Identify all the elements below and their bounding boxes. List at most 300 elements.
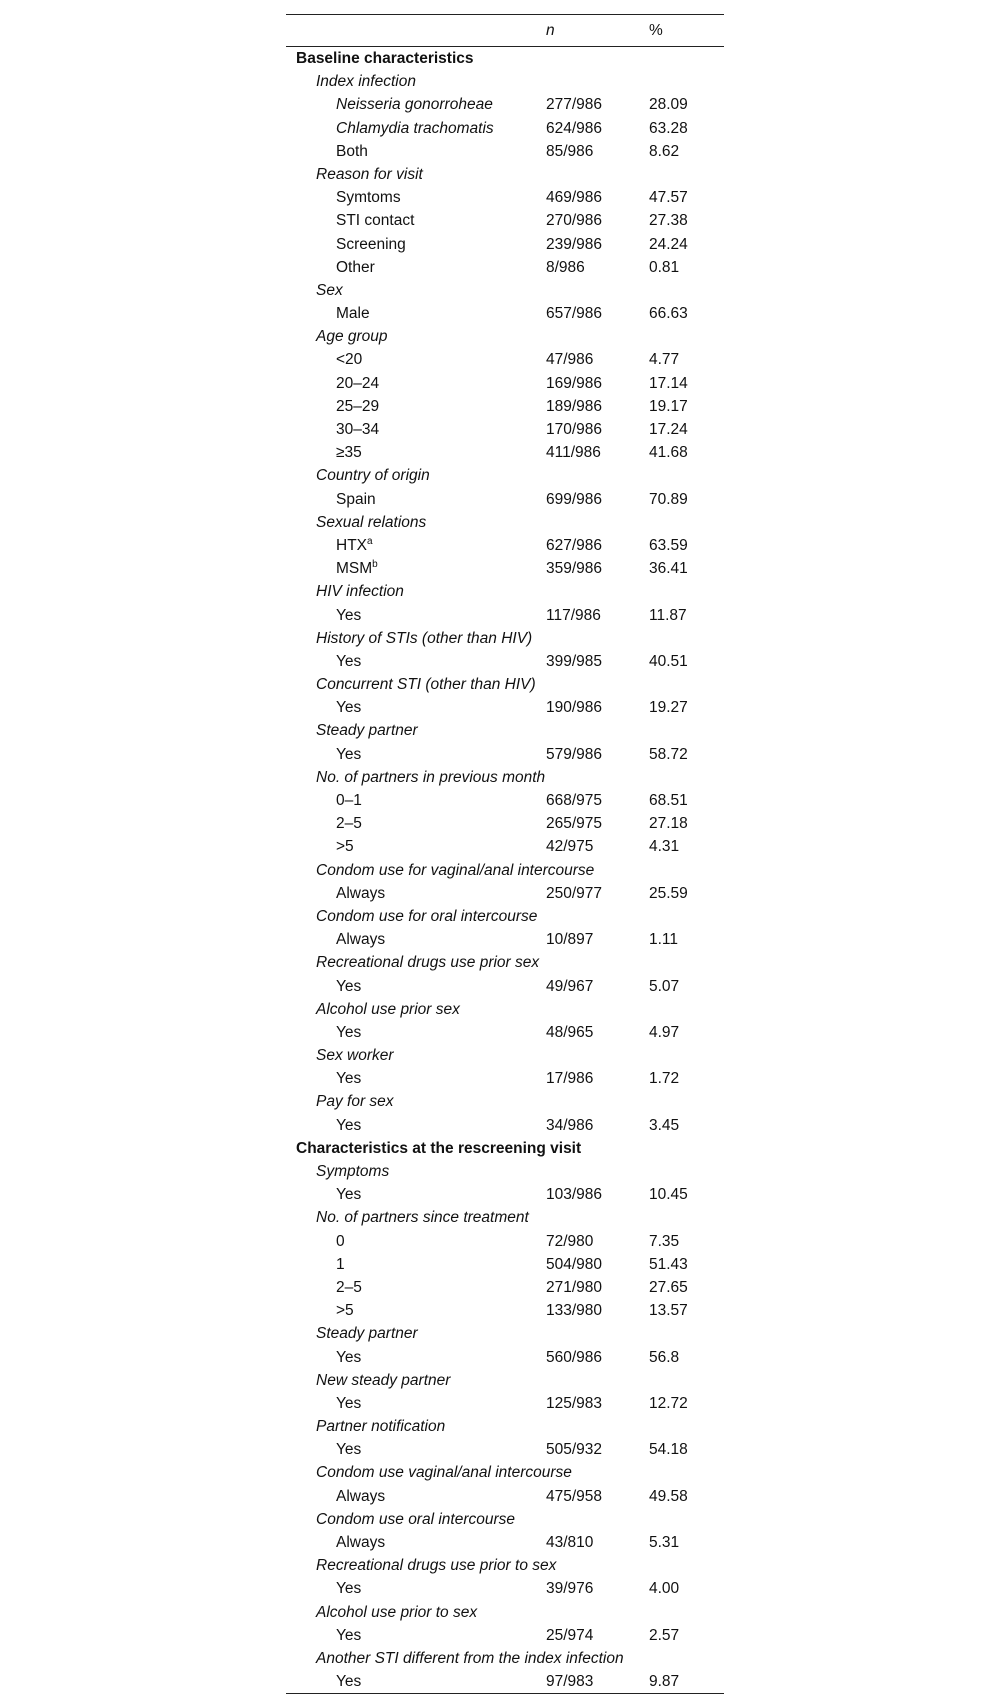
row-label-text: <20 — [336, 351, 363, 369]
table-row — [286, 93, 724, 116]
group-heading — [316, 1322, 418, 1345]
cell-percent: 9.87 — [649, 1673, 680, 1691]
section-heading-row — [286, 1137, 724, 1160]
cell-percent: 10.45 — [649, 1186, 688, 1204]
table-row — [286, 1230, 724, 1253]
row-label — [336, 1276, 362, 1299]
row-label-text: Chlamydia trachomatis — [336, 119, 494, 137]
row-label — [336, 1021, 361, 1044]
row-label-text: Recreational drugs use prior to sex — [316, 1557, 557, 1575]
group-heading-row — [286, 1647, 724, 1670]
group-heading — [316, 1206, 529, 1229]
group-heading-row — [286, 70, 724, 93]
row-label-text: ≥35 — [336, 444, 362, 462]
group-heading-row — [286, 1461, 724, 1484]
cell-percent: 17.24 — [649, 421, 688, 438]
group-heading-row — [286, 1160, 724, 1183]
row-label-text: 20–24 — [336, 374, 380, 392]
row-label — [336, 1485, 385, 1508]
table-row — [286, 233, 724, 256]
cell-n: 359/986 — [546, 560, 603, 578]
cell-n: 42/975 — [546, 838, 594, 856]
group-heading — [316, 580, 404, 603]
cell-n: 125/983 — [546, 1394, 603, 1412]
cell-percent: 63.59 — [649, 536, 688, 554]
row-label-text: 2–5 — [336, 815, 362, 833]
cell-n: 624/986 — [546, 119, 603, 137]
cell-n: 49/967 — [546, 977, 594, 995]
row-label — [336, 256, 375, 279]
row-label-text: >5 — [336, 838, 354, 856]
group-heading-row — [286, 1044, 724, 1067]
group-heading-row — [286, 1206, 724, 1229]
table-row — [286, 488, 724, 511]
group-heading — [316, 511, 426, 534]
row-label-text: Index infection — [316, 73, 416, 91]
row-label-text: Yes — [336, 1348, 362, 1366]
header-n: n — [546, 22, 555, 39]
cell-n: 48/965 — [546, 1023, 594, 1041]
table-row — [286, 186, 724, 209]
row-label — [336, 604, 361, 627]
row-label — [336, 117, 494, 140]
cell-percent: 27.38 — [649, 212, 688, 230]
row-label-text: Yes — [336, 1441, 362, 1459]
cell-n: 25/974 — [546, 1626, 594, 1644]
row-label — [336, 418, 379, 441]
row-label-text: 30–34 — [336, 421, 380, 438]
row-label — [336, 882, 385, 905]
row-label-text: No. of partners in previous month — [316, 768, 546, 786]
row-label-text: History of STIs (other than HIV) — [316, 629, 533, 647]
row-label-text: HTX — [336, 536, 367, 554]
cell-percent: 58.72 — [649, 745, 688, 763]
cell-n: 469/986 — [546, 189, 603, 207]
footnote-marker: a — [367, 535, 373, 547]
cell-percent: 68.51 — [649, 792, 688, 809]
row-label-text: Yes — [336, 1186, 362, 1204]
group-heading — [316, 766, 545, 789]
row-label — [336, 650, 361, 673]
table-row — [286, 1438, 724, 1461]
group-heading — [316, 1461, 572, 1484]
row-label — [336, 1346, 361, 1369]
row-label-text: Yes — [336, 745, 362, 763]
row-label-text: Sexual relations — [316, 513, 427, 531]
cell-percent: 49.58 — [649, 1487, 688, 1505]
table-row — [286, 418, 724, 441]
cell-n: 475/958 — [546, 1487, 603, 1505]
table-row — [286, 650, 724, 673]
row-label-text: Spain — [336, 490, 376, 508]
group-heading — [316, 1647, 624, 1670]
row-label-text: 25–29 — [336, 397, 380, 415]
cell-n: 250/977 — [546, 884, 603, 902]
group-heading-row — [286, 673, 724, 696]
row-label — [336, 140, 368, 163]
table-row — [286, 441, 724, 464]
group-heading-row — [286, 998, 724, 1021]
cell-percent: 4.77 — [649, 351, 680, 369]
section-heading — [296, 47, 474, 70]
cell-n: 10/897 — [546, 931, 594, 949]
cell-n: 270/986 — [546, 212, 603, 230]
row-label-text: Alcohol use prior to sex — [316, 1603, 478, 1621]
row-label — [336, 812, 362, 835]
cell-percent: 19.27 — [649, 699, 688, 717]
group-heading — [316, 1369, 450, 1392]
group-heading-row — [286, 163, 724, 186]
table-row — [286, 696, 724, 719]
row-label-text: Pay for sex — [316, 1093, 394, 1111]
cell-n: 43/810 — [546, 1534, 594, 1551]
group-heading-row — [286, 905, 724, 928]
group-heading — [316, 1160, 389, 1183]
cell-n: 103/986 — [546, 1186, 603, 1204]
table-row — [286, 117, 724, 140]
table-row — [286, 789, 724, 812]
row-label — [336, 209, 414, 232]
row-label-text: Alcohol use prior sex — [316, 1000, 460, 1018]
row-label-text: Reason for visit — [316, 165, 423, 183]
row-label — [336, 1624, 361, 1647]
header-percent: % — [649, 22, 663, 39]
row-label-text: Symtoms — [336, 189, 401, 207]
group-heading-row — [286, 951, 724, 974]
table-row — [286, 534, 724, 557]
cell-n: 190/986 — [546, 699, 603, 717]
cell-percent: 7.35 — [649, 1232, 680, 1250]
cell-n: 239/986 — [546, 235, 603, 253]
cell-percent: 36.41 — [649, 560, 688, 578]
row-label — [336, 1438, 361, 1461]
cell-n: 271/980 — [546, 1278, 603, 1296]
table-row — [286, 557, 724, 580]
cell-n: 34/986 — [546, 1116, 594, 1134]
row-label-text: Always — [336, 1487, 386, 1505]
cell-n: 560/986 — [546, 1348, 603, 1366]
cell-n: 189/986 — [546, 397, 603, 415]
cell-percent: 63.28 — [649, 119, 688, 137]
table-bottom-rule — [286, 1693, 724, 1694]
row-label-text: Yes — [336, 1023, 362, 1041]
row-label-text: Country of origin — [316, 467, 430, 485]
row-label-text: Always — [336, 884, 386, 902]
table-row — [286, 1183, 724, 1206]
row-label — [336, 1577, 361, 1600]
table-row — [286, 835, 724, 858]
row-label-text: Always — [336, 1534, 386, 1551]
table-row — [286, 1624, 724, 1647]
table-row — [286, 209, 724, 232]
row-label-text: Yes — [336, 1394, 362, 1412]
row-label-text: Both — [336, 142, 368, 160]
cell-percent: 27.65 — [649, 1278, 688, 1296]
cell-percent: 56.8 — [649, 1348, 680, 1366]
row-label — [336, 395, 379, 418]
cell-percent: 12.72 — [649, 1394, 688, 1412]
group-heading — [316, 1554, 556, 1577]
group-heading-row — [286, 627, 724, 650]
cell-n: 579/986 — [546, 745, 603, 763]
section-heading-row — [286, 47, 724, 70]
cell-n: 72/980 — [546, 1232, 594, 1250]
table-row — [286, 302, 724, 325]
cell-percent: 28.09 — [649, 96, 688, 114]
row-label — [336, 441, 362, 464]
row-label — [336, 302, 370, 325]
group-heading — [316, 70, 416, 93]
row-label — [336, 348, 362, 371]
row-label-text: Sex — [316, 281, 343, 299]
row-label-text: Baseline characteristics — [296, 50, 474, 67]
row-label-text: Yes — [336, 699, 362, 717]
row-label — [336, 1253, 345, 1276]
row-label — [336, 1670, 361, 1693]
row-label-text: Condom use for oral intercourse — [316, 907, 538, 925]
cell-percent: 24.24 — [649, 235, 688, 253]
row-label-text: Steady partner — [316, 722, 418, 740]
cell-n: 277/986 — [546, 96, 603, 114]
row-label — [336, 557, 378, 580]
row-label-text: Yes — [336, 1673, 362, 1691]
table-row — [286, 1670, 724, 1693]
table-row — [286, 1253, 724, 1276]
cell-percent: 4.00 — [649, 1580, 680, 1598]
group-heading — [316, 325, 388, 348]
cell-percent: 19.17 — [649, 397, 688, 415]
cell-n: 133/980 — [546, 1302, 603, 1320]
cell-n: 657/986 — [546, 305, 603, 323]
row-label-text: Screening — [336, 235, 406, 253]
row-label-text: Always — [336, 931, 386, 949]
row-label — [336, 1183, 361, 1206]
table-row — [286, 1114, 724, 1137]
row-label — [336, 1299, 354, 1322]
group-heading — [316, 1601, 477, 1624]
cell-n: 668/975 — [546, 792, 603, 809]
group-heading — [316, 859, 594, 882]
cell-percent: 5.31 — [649, 1534, 680, 1551]
row-label — [336, 1067, 361, 1090]
row-label — [336, 743, 361, 766]
group-heading — [316, 1044, 394, 1067]
table-row — [286, 1531, 724, 1554]
group-heading-row — [286, 580, 724, 603]
group-heading-row — [286, 1601, 724, 1624]
group-heading — [316, 1508, 515, 1531]
row-label — [336, 233, 406, 256]
row-label-text: Concurrent STI (other than HIV) — [316, 676, 536, 694]
cell-n: 97/983 — [546, 1673, 594, 1691]
group-heading-row — [286, 279, 724, 302]
table-row — [286, 1392, 724, 1415]
table-row — [286, 1299, 724, 1322]
row-label-text: Symptoms — [316, 1163, 390, 1180]
cell-percent: 2.57 — [649, 1626, 680, 1644]
group-heading-row — [286, 1554, 724, 1577]
group-heading-row — [286, 1090, 724, 1113]
row-label-text: Characteristics at the rescreening visit — [296, 1139, 582, 1157]
cell-percent: 17.14 — [649, 374, 688, 392]
cell-percent: 4.97 — [649, 1023, 680, 1041]
table-row — [286, 1577, 724, 1600]
row-label-text: Condom use oral intercourse — [316, 1510, 516, 1528]
row-label-text: Yes — [336, 606, 362, 624]
group-heading-row — [286, 719, 724, 742]
row-label — [336, 488, 376, 511]
cell-n: 504/980 — [546, 1255, 603, 1273]
group-heading-row — [286, 325, 724, 348]
cell-percent: 25.59 — [649, 884, 688, 902]
row-label-text: HIV infection — [316, 583, 404, 601]
row-label — [336, 186, 401, 209]
table-row — [286, 395, 724, 418]
table-row — [286, 372, 724, 395]
row-label-text: Other — [336, 258, 375, 276]
cell-percent: 66.63 — [649, 305, 688, 323]
row-label — [336, 928, 385, 951]
table-row — [286, 1485, 724, 1508]
row-label — [336, 1392, 361, 1415]
group-heading-row — [286, 464, 724, 487]
cell-percent: 40.51 — [649, 652, 688, 670]
cell-n: 39/976 — [546, 1580, 594, 1598]
group-heading — [316, 951, 539, 974]
table-body — [286, 47, 724, 1693]
row-label-text: Yes — [336, 1070, 362, 1088]
group-heading — [316, 464, 430, 487]
group-heading-row — [286, 511, 724, 534]
cell-percent: 11.87 — [649, 606, 687, 624]
cell-percent: 5.07 — [649, 977, 680, 995]
cell-n: 399/985 — [546, 652, 603, 670]
cell-n: 627/986 — [546, 536, 603, 554]
row-label — [336, 835, 354, 858]
table-row — [286, 812, 724, 835]
group-heading-row — [286, 1369, 724, 1392]
group-heading — [316, 163, 423, 186]
group-heading — [316, 279, 343, 302]
table-row — [286, 140, 724, 163]
cell-n: 265/975 — [546, 815, 603, 833]
cell-n: 17/986 — [546, 1070, 594, 1088]
group-heading — [316, 627, 532, 650]
table-row — [286, 604, 724, 627]
row-label-text: >5 — [336, 1302, 354, 1320]
cell-percent: 70.89 — [649, 490, 688, 508]
cell-percent: 4.31 — [649, 838, 680, 856]
row-label-text: 1 — [336, 1255, 345, 1273]
table-row — [286, 928, 724, 951]
row-label-text: Yes — [336, 977, 362, 995]
table-row — [286, 1067, 724, 1090]
cell-n: 699/986 — [546, 490, 603, 508]
table-header-row — [286, 15, 724, 46]
group-heading-row — [286, 1508, 724, 1531]
cell-percent: 13.57 — [649, 1302, 688, 1320]
group-heading — [316, 1415, 445, 1438]
section-heading — [296, 1137, 581, 1160]
cell-percent: 1.11 — [649, 931, 679, 949]
row-label-text: Condom use for vaginal/anal intercourse — [316, 861, 595, 879]
row-label — [336, 975, 361, 998]
row-label-text: No. of partners since treatment — [316, 1209, 529, 1227]
row-label — [336, 372, 379, 395]
row-label-text: Sex worker — [316, 1047, 394, 1065]
row-label-text: New steady partner — [316, 1371, 451, 1389]
cell-percent: 47.57 — [649, 189, 688, 207]
cell-n: 170/986 — [546, 421, 603, 438]
cell-percent: 54.18 — [649, 1441, 688, 1459]
group-heading-row — [286, 766, 724, 789]
row-label — [336, 534, 373, 557]
cell-percent: 41.68 — [649, 444, 688, 462]
row-label — [336, 93, 493, 116]
footnote-marker: b — [372, 559, 378, 571]
row-label-text: Steady partner — [316, 1325, 418, 1343]
cell-n: 47/986 — [546, 351, 594, 369]
row-label-text: Recreational drugs use prior sex — [316, 954, 540, 972]
row-label — [336, 789, 362, 812]
cell-n: 169/986 — [546, 374, 603, 392]
row-label-text: Yes — [336, 1116, 362, 1134]
row-label-text: Age group — [316, 328, 388, 346]
cell-percent: 27.18 — [649, 815, 688, 833]
group-heading — [316, 719, 418, 742]
row-label — [336, 696, 361, 719]
group-heading — [316, 998, 460, 1021]
row-label-text: Yes — [336, 1580, 362, 1598]
cell-percent: 8.62 — [649, 142, 680, 160]
row-label-text: 0 — [336, 1232, 345, 1250]
row-label — [336, 1114, 361, 1137]
group-heading-row — [286, 859, 724, 882]
row-label-text: Neisseria gonorroheae — [336, 96, 493, 114]
cell-n: 505/932 — [546, 1441, 603, 1459]
group-heading — [316, 905, 537, 928]
row-label-text: Another STI different from the index infection — [316, 1649, 624, 1667]
row-label-text: Male — [336, 305, 370, 323]
table-row — [286, 256, 724, 279]
group-heading — [316, 1090, 394, 1113]
cell-percent: 51.43 — [649, 1255, 688, 1273]
cell-n: 117/986 — [546, 606, 601, 624]
row-label-text: 2–5 — [336, 1278, 362, 1296]
row-label-text: 0–1 — [336, 792, 362, 809]
row-label-text: Yes — [336, 1626, 362, 1644]
group-heading-row — [286, 1415, 724, 1438]
group-heading-row — [286, 1322, 724, 1345]
cell-n: 85/986 — [546, 142, 594, 160]
group-heading — [316, 673, 536, 696]
row-label-text: Yes — [336, 652, 362, 670]
cell-n: 411/986 — [546, 444, 601, 462]
row-label — [336, 1230, 345, 1253]
table-row — [286, 743, 724, 766]
row-label-text: Condom use vaginal/anal intercourse — [316, 1464, 572, 1482]
cell-percent: 3.45 — [649, 1116, 680, 1134]
row-label-text: Partner notification — [316, 1418, 446, 1436]
table-row — [286, 882, 724, 905]
cell-percent: 1.72 — [649, 1070, 680, 1088]
table-row — [286, 348, 724, 371]
row-label-text: MSM — [336, 560, 373, 578]
table-row — [286, 1021, 724, 1044]
table-row — [286, 1346, 724, 1369]
cell-n: 8/986 — [546, 258, 585, 276]
row-label-text: STI contact — [336, 212, 415, 230]
